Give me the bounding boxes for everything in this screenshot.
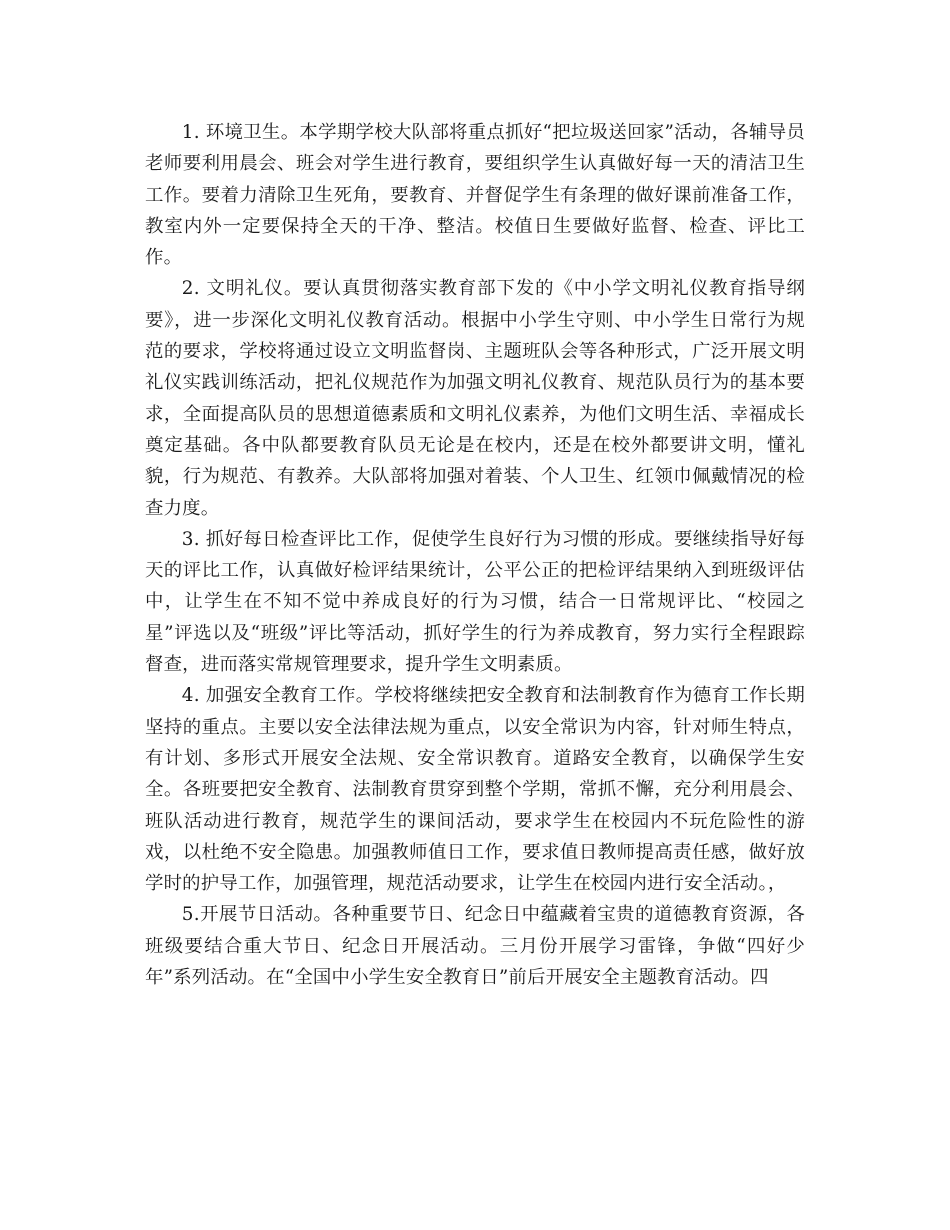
document-body bbox=[145, 117, 805, 993]
paragraph-holiday-activities: 5.开展节日活动。各种重要节日、纪念日中蕴藏着宝贵的道德教育资源，各班级要结合重大节日、纪念日开展活动。三月份开展学习雷锋，争做“四好少年”系列活动。在“全国中小学生安全教育日”前后开展安全主题教育活动。四 bbox=[145, 904, 805, 989]
paragraph-daily-inspection: 3. 抓好每日检查评比工作，促使学生良好行为习惯的形成。要继续指导好每天的评比工作，认真做好检评结果统计，公平公正的把检评结果纳入到班级评估中，让学生在不知不觉中养成良好的行为习惯，结合一日常规评比、“校园之星”评选以及“班级”评比等活动，抓好学生的行为养成教育，努力实行全程跟踪督查，进而落实常规管理要求，提升学生文明素质。 bbox=[145, 528, 805, 676]
paragraph-safety-education: 4. 加强安全教育工作。学校将继续把安全教育和法制教育作为德育工作长期坚持的重点。主要以安全法律法规为重点，以安全常识为内容，针对师生特点，有计划、多形式开展安全法规、安全常识教育。道路安全教育，以确保学生安全。各班要把安全教育、法制教育贯穿到整个学期，常抓不懈，充分利用晨会、班队活动进行教育，规范学生的课间活动，要求学生在校园内不玩危险性的游戏，以杜绝不安全隐患。加强教师值日工作，要求值日教师提高责任感，做好放学时的护导工作，加强管理，规范活动要求，让学生在校园内进行安全活动。， bbox=[145, 685, 805, 895]
paragraph-civility-etiquette: 2. 文明礼仪。要认真贯彻落实教育部下发的《中小学文明礼仪教育指导纲要》，进一步深化文明礼仪教育活动。根据中小学生守则、中小学生日常行为规范的要求，学校将通过设立文明监督岗、主题班队会等各种形式，广泛开展文明礼仪实践训练活动，把礼仪规范作为加强文明礼仪教育、规范队员行为的基本要求，全面提高队员的思想道德素质和文明礼仪素养，为他们文明生活、幸福成长奠定基础。各中队都要教育队员无论是在校内，还是在校外都要讲文明，懂礼貌，行为规范、有教养。大队部将加强对着装、个人卫生、红领巾佩戴情况的检查力度。 bbox=[145, 278, 805, 519]
paragraph-environment-hygiene: 1. 环境卫生。本学期学校大队部将重点抓好“把垃圾送回家”活动，各辅导员老师要利用晨会、班会对学生进行教育，要组织学生认真做好每一天的清洁卫生工作。要着力清除卫生死角，要教育、并督促学生有条理的做好课前准备工作，教室内外一定要保持全天的干净、整洁。校值日生要做好监督、检查、评比工作。 bbox=[145, 122, 805, 269]
